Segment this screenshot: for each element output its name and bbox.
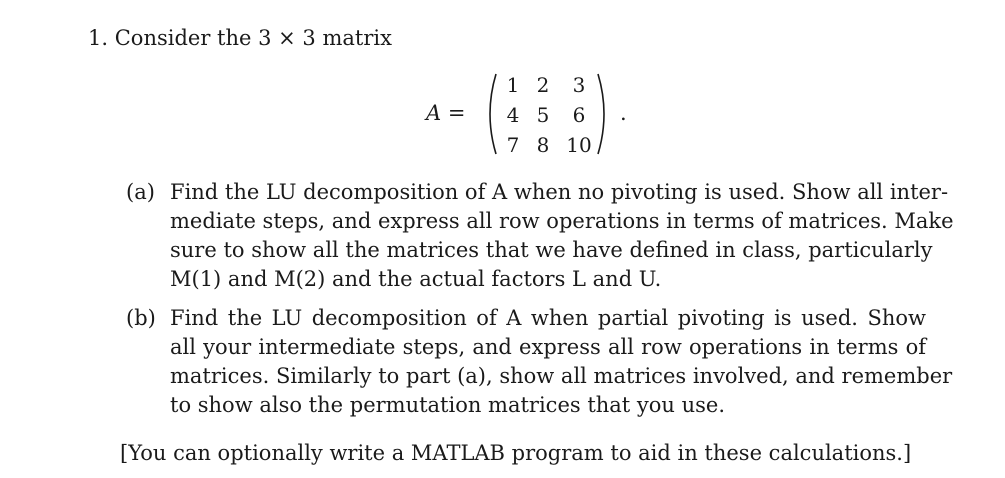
part-a-line: mediate steps, and express all row operations in terms of matrices. Make	[170, 209, 954, 233]
part-b-line: to show also the permutation matrices that you use.	[170, 393, 726, 417]
part-b-label: (b)	[126, 306, 156, 330]
part-b-text	[170, 304, 953, 420]
matrix-grid	[500, 70, 598, 160]
matrix-cell: 2	[536, 73, 550, 97]
matrix-cell: 3	[572, 73, 586, 97]
matlab-note: [You can optionally write a MATLAB program to aid in these calculations.]	[120, 441, 912, 465]
matrix-cell: 4	[506, 103, 520, 127]
problem-heading	[88, 24, 392, 52]
matrix-cell: 8	[536, 133, 550, 157]
left-paren-icon	[482, 72, 498, 156]
right-paren-icon	[596, 72, 612, 156]
part-a-line: M(1) and M(2) and the actual factors L and U.	[170, 267, 662, 291]
part-a-line: sure to show all the matrices that we have defined in class, particularly	[170, 238, 933, 262]
part-b-line: all your intermediate steps, and express all row operations in terms of	[170, 335, 926, 359]
matrix-period: .	[620, 101, 627, 125]
matrix-cell: 7	[506, 133, 520, 157]
matrix-lhs	[426, 99, 465, 127]
matrix-cell: 10	[566, 133, 592, 157]
part-a-line: Find the LU decomposition of A when no pivoting is used. Show all inter-	[170, 180, 949, 204]
problem-number: 1.	[88, 26, 109, 50]
part-b-line: Find the LU decomposition of A when partial pivoting is used. Show	[170, 306, 926, 330]
matrix-display	[426, 70, 636, 158]
matrix-cell: 6	[572, 103, 586, 127]
matrix-name: A =	[426, 101, 466, 125]
matrix-cell: 5	[536, 103, 550, 127]
problem-intro: Consider the 3 × 3 matrix	[114, 26, 392, 50]
part-b-line: matrices. Similarly to part (a), show all matrices involved, and remember	[170, 364, 953, 388]
matrix-cell: 1	[506, 73, 520, 97]
part-a-text	[170, 178, 954, 294]
part-a-label: (a)	[126, 180, 155, 204]
